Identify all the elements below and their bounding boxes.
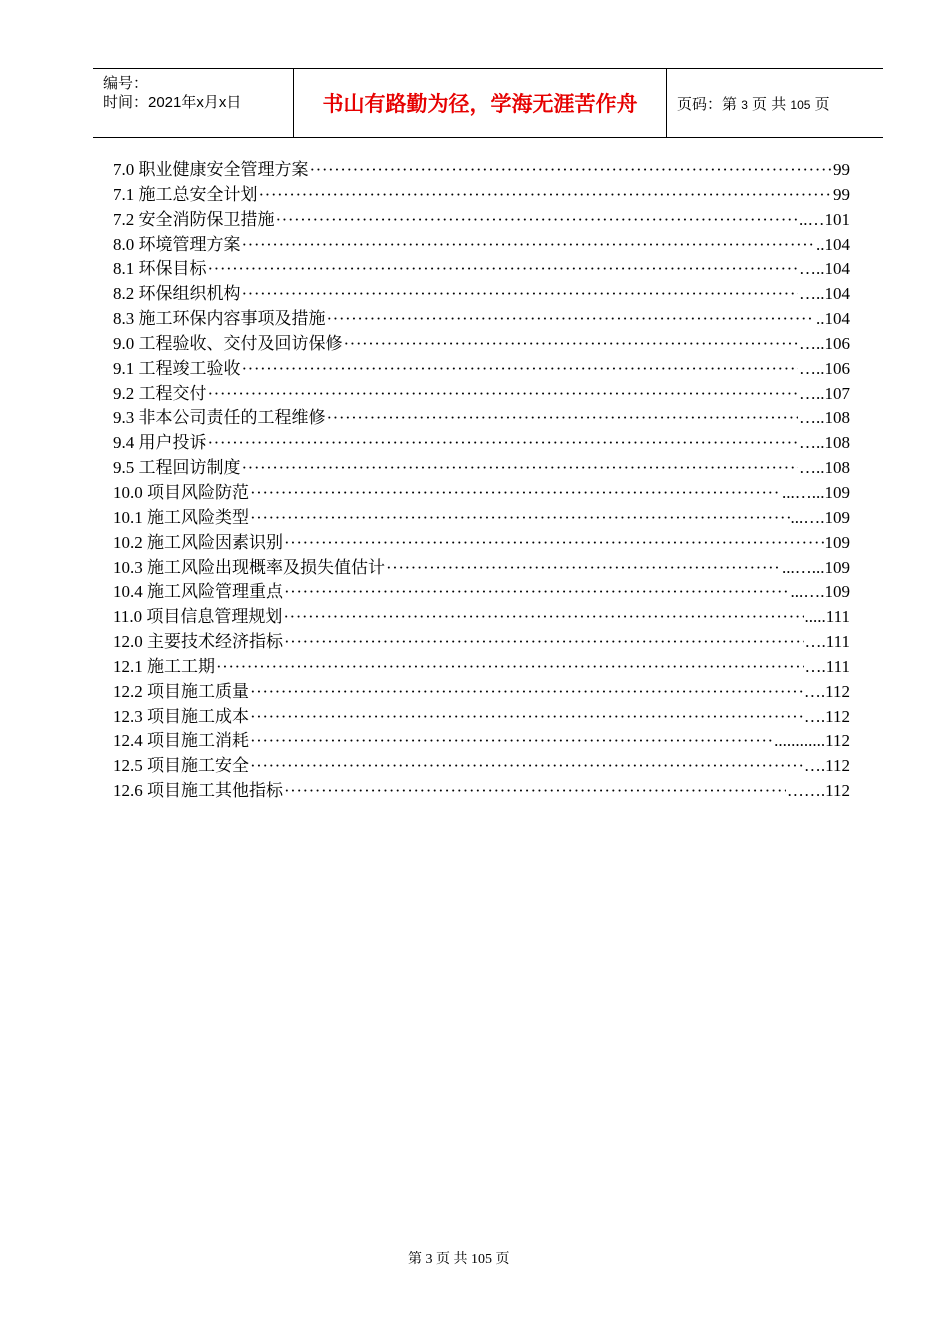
toc-entry-page: ….112 bbox=[803, 706, 850, 726]
toc-entry-page: ..104 bbox=[816, 234, 850, 254]
toc-entry-title: 10.2 施工风险因素识别 bbox=[113, 532, 283, 552]
header-meta-cell bbox=[93, 69, 293, 137]
toc-entry[interactable] bbox=[113, 580, 850, 605]
toc-entry-title: 9.0 工程验收、交付及回访保修 bbox=[113, 333, 343, 353]
toc-dot-leader bbox=[327, 307, 816, 332]
toc-entry-title: 7.2 安全消防保卫措施 bbox=[113, 209, 275, 229]
toc-entry[interactable] bbox=[113, 680, 850, 705]
toc-entry-title: 12.5 项目施工安全 bbox=[113, 756, 249, 776]
toc-entry-page: 99 bbox=[833, 160, 850, 179]
motto: 书山有路勤为径，学海无涯苦作舟 bbox=[322, 92, 638, 116]
page-header bbox=[93, 68, 883, 138]
toc-entry[interactable] bbox=[113, 406, 850, 431]
toc-entry[interactable] bbox=[113, 382, 850, 407]
toc-entry-title: 8.3 施工环保内容事项及措施 bbox=[113, 309, 326, 329]
page-current: 3 bbox=[741, 97, 748, 112]
toc-entry-page: ...…...109 bbox=[782, 482, 850, 502]
toc-entry[interactable] bbox=[113, 307, 850, 332]
toc-entry-page: ............112 bbox=[774, 731, 850, 751]
toc-entry-title: 10.0 项目风险防范 bbox=[113, 482, 249, 502]
toc-dot-leader bbox=[250, 680, 803, 705]
page-footer: 第 3 页 共 105 页 bbox=[408, 1252, 510, 1267]
toc-dot-leader bbox=[250, 705, 803, 730]
toc-entry-page: ...…...109 bbox=[782, 557, 850, 577]
toc-entry-page: ….112 bbox=[803, 681, 850, 701]
toc-dot-leader bbox=[284, 630, 804, 655]
toc-entry-title: 9.2 工程交付 bbox=[113, 383, 207, 403]
toc-entry[interactable] bbox=[113, 630, 850, 655]
toc-entry[interactable] bbox=[113, 729, 850, 754]
toc-entry[interactable] bbox=[113, 282, 850, 307]
toc-entry-title: 9.1 工程竣工验收 bbox=[113, 358, 241, 378]
toc-dot-leader bbox=[250, 729, 773, 754]
toc-dot-leader bbox=[259, 183, 833, 208]
toc-entry-page: ….111 bbox=[804, 632, 850, 652]
header-motto-cell bbox=[293, 69, 667, 137]
toc-entry-title: 8.0 环境管理方案 bbox=[113, 234, 241, 254]
toc-entry[interactable] bbox=[113, 556, 850, 581]
toc-entry[interactable] bbox=[113, 257, 850, 282]
toc-entry[interactable] bbox=[113, 158, 850, 183]
page-total: 105 bbox=[790, 97, 811, 112]
toc-dot-leader bbox=[344, 332, 799, 357]
toc-dot-leader bbox=[250, 481, 781, 506]
toc-entry-title: 11.0 项目信息管理规划 bbox=[113, 607, 283, 627]
toc-entry-title: 12.4 项目施工消耗 bbox=[113, 731, 249, 751]
page-suffix: 页 bbox=[814, 95, 830, 113]
toc-entry[interactable] bbox=[113, 506, 850, 531]
toc-entry-page: …..104 bbox=[799, 284, 850, 304]
toc-entry-title: 12.1 施工工期 bbox=[113, 656, 215, 676]
toc-dot-leader bbox=[242, 233, 816, 258]
toc-entry-page: …….112 bbox=[786, 781, 850, 801]
toc-dot-leader bbox=[284, 779, 786, 804]
toc-entry-title: 8.1 环保目标 bbox=[113, 259, 207, 279]
page-prefix: 页码：第 bbox=[677, 95, 738, 113]
time-label: 时间：2021年x月x日 bbox=[103, 94, 242, 111]
toc-entry-page: 109 bbox=[824, 532, 850, 552]
toc-entry-page: ..104 bbox=[816, 309, 850, 329]
toc-entry-title: 9.4 用户投诉 bbox=[113, 433, 207, 453]
toc-dot-leader bbox=[208, 382, 799, 407]
toc-entry[interactable] bbox=[113, 531, 850, 556]
toc-entry-page: …..108 bbox=[799, 408, 850, 428]
toc-entry-title: 7.0 职业健康安全管理方案 bbox=[113, 160, 309, 179]
toc-entry-page: 99 bbox=[833, 184, 850, 204]
toc-entry-page: ...….109 bbox=[790, 507, 850, 527]
toc-entry[interactable] bbox=[113, 357, 850, 382]
toc-entry-page: .....111 bbox=[804, 607, 850, 627]
toc-entry-page: …..106 bbox=[799, 333, 850, 353]
toc-dot-leader bbox=[208, 257, 799, 282]
toc-entry-page: ….111 bbox=[804, 656, 850, 676]
toc-dot-leader bbox=[242, 282, 799, 307]
toc-entry-title: 9.5 工程回访制度 bbox=[113, 458, 241, 478]
toc-entry-title: 10.1 施工风险类型 bbox=[113, 507, 249, 527]
toc-dot-leader bbox=[283, 605, 803, 630]
toc-entry[interactable] bbox=[113, 779, 850, 804]
toc-entry-title: 10.4 施工风险管理重点 bbox=[113, 582, 283, 602]
toc-entry-page: ….112 bbox=[803, 756, 850, 776]
toc-dot-leader bbox=[310, 158, 833, 183]
toc-dot-leader bbox=[276, 208, 799, 233]
toc-entry-page: ..…101 bbox=[799, 209, 850, 229]
toc-dot-leader bbox=[284, 531, 824, 556]
toc-entry[interactable] bbox=[113, 705, 850, 730]
toc-entry[interactable] bbox=[113, 481, 850, 506]
toc-entry-page: …..104 bbox=[799, 259, 850, 279]
toc-entry-title: 10.3 施工风险出现概率及损失值估计 bbox=[113, 557, 385, 577]
toc-entry[interactable] bbox=[113, 754, 850, 779]
toc-entry[interactable] bbox=[113, 332, 850, 357]
toc-entry-title: 12.0 主要技术经济指标 bbox=[113, 632, 283, 652]
toc-dot-leader bbox=[386, 556, 781, 581]
number-label: 编号： bbox=[103, 75, 149, 92]
toc-entry[interactable] bbox=[113, 233, 850, 258]
toc-dot-leader bbox=[284, 580, 790, 605]
toc-entry[interactable] bbox=[113, 183, 850, 208]
toc-dot-leader bbox=[242, 357, 799, 382]
toc-dot-leader bbox=[250, 506, 790, 531]
toc-entry-title: 12.3 项目施工成本 bbox=[113, 706, 249, 726]
page-middle: 页 共 bbox=[752, 95, 787, 113]
toc-dot-leader bbox=[208, 431, 799, 456]
toc-entry-title: 12.6 项目施工其他指标 bbox=[113, 781, 283, 801]
toc-entry[interactable] bbox=[113, 208, 850, 233]
toc-entry-page: …..106 bbox=[799, 358, 850, 378]
toc-entry[interactable] bbox=[113, 456, 850, 481]
toc-entry-page: …..107 bbox=[799, 383, 850, 403]
toc-entry-page: …..108 bbox=[799, 458, 850, 478]
toc-entry-page: ...….109 bbox=[790, 582, 850, 602]
toc-dot-leader bbox=[242, 456, 799, 481]
page-info bbox=[677, 93, 830, 114]
toc-entry-title: 9.3 非本公司责任的工程维修 bbox=[113, 408, 326, 428]
toc-entry-title: 8.2 环保组织机构 bbox=[113, 284, 241, 304]
toc-entry-page: …..108 bbox=[799, 433, 850, 453]
header-page-cell bbox=[667, 69, 883, 137]
toc-dot-leader bbox=[216, 655, 804, 680]
toc-entry[interactable] bbox=[113, 655, 850, 680]
toc-dot-leader bbox=[250, 754, 803, 779]
toc-entry[interactable] bbox=[113, 605, 850, 630]
toc-entry[interactable] bbox=[113, 431, 850, 456]
toc-entry-title: 12.2 项目施工质量 bbox=[113, 681, 249, 701]
table-of-contents bbox=[113, 158, 850, 804]
toc-dot-leader bbox=[327, 406, 799, 431]
toc-entry-title: 7.1 施工总安全计划 bbox=[113, 184, 258, 204]
